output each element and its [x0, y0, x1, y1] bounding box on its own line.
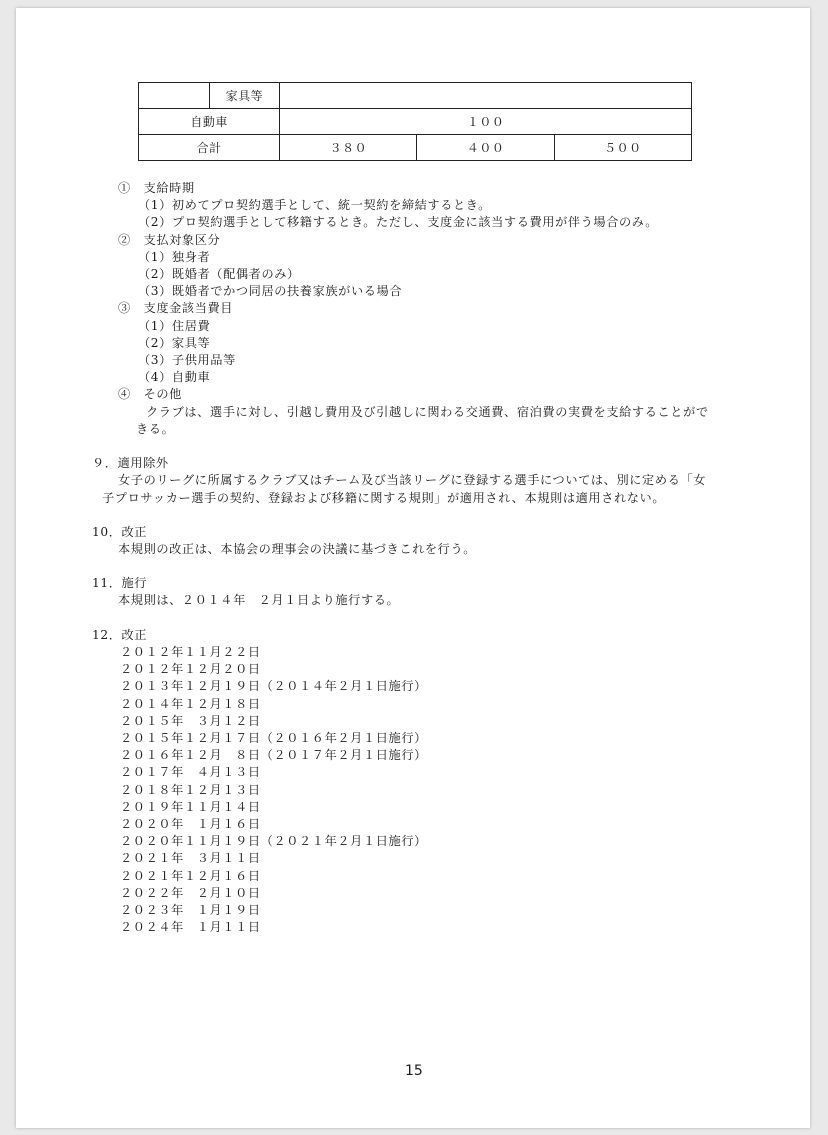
table-cell-empty	[139, 83, 210, 109]
section-heading: 11．施行	[92, 576, 148, 590]
table-row-car	[139, 109, 692, 135]
revision-date: ２０１２年１１月２２日	[120, 645, 261, 659]
revision-date: ２０２３年 １月１９日	[120, 903, 261, 917]
section-heading: 10．改正	[92, 525, 148, 539]
table-cell-furniture-label: 家具等	[209, 83, 280, 109]
table-row-furniture	[139, 83, 692, 109]
section-heading: 12．改正	[92, 628, 148, 642]
list-item: （2）既婚者（配偶者のみ）	[138, 267, 300, 281]
list-item: （1）初めてプロ契約選手として、統一契約を締結するとき。	[138, 198, 491, 212]
revision-date: ２０２１年１２月１６日	[120, 868, 261, 883]
table-cell-total-1: ３８０	[280, 135, 417, 161]
allowance-table	[138, 82, 692, 161]
list-item: （1）住居費	[138, 319, 211, 333]
item-heading: ② 支払対象区分	[118, 233, 221, 247]
revision-date: ２０２４年 １月１１日	[120, 920, 261, 935]
list-item: （4）自動車	[138, 370, 211, 384]
paragraph-line: 本規則は、２０１４年 ２月１日より施行する。	[118, 593, 400, 607]
paragraph-line: 子プロサッカー選手の契約、登録および移籍に関する規則」が適用され、本規則は適用されない。	[102, 491, 666, 505]
revision-date: ２０２２年 ２月１０日	[120, 885, 261, 900]
revision-date: ２０１８年１２月１３日	[120, 782, 261, 797]
section-heading: ９．適用除外	[92, 456, 169, 470]
table-row-total	[139, 135, 692, 161]
document-page	[16, 8, 810, 1128]
revision-date: ２０１７年 ４月１３日	[120, 765, 261, 780]
revision-date: ２０１９年１１月１４日	[120, 799, 261, 814]
revision-date: ２０２０年 １月１６日	[120, 817, 261, 831]
list-item: （3）子供用品等	[138, 353, 236, 367]
revision-date: ２０１４年１２月１８日	[120, 696, 261, 711]
paragraph-line: クラブは、選手に対し、引越し費用及び引越しに関わる交通費、宿泊費の実費を支給することがで	[146, 405, 709, 419]
table-cell-total-label: 合計	[139, 135, 280, 161]
revision-date: ２０１３年１２月１９日（２０１４年２月１日施行）	[120, 679, 427, 694]
revision-date: ２０１６年１２月 ８日（２０１７年２月１日施行）	[120, 748, 427, 763]
page-number: 15	[405, 1063, 423, 1079]
revision-date: ２０１５年 ３月１２日	[120, 713, 261, 728]
table-cell-total-2: ４００	[417, 135, 554, 161]
item-heading: ④ その他	[118, 387, 182, 401]
list-item: （2）プロ契約選手として移籍するとき。ただし、支度金に該当する費用が伴う場合のみ。	[138, 215, 659, 229]
revision-date: ２０２０年１１月１９日（２０２１年２月１日施行）	[120, 834, 427, 849]
table-cell-furniture-value	[280, 83, 692, 109]
paragraph-line: 本規則の改正は、本協会の理事会の決議に基づきこれを行う。	[118, 542, 477, 556]
item-heading: ① 支給時期	[118, 181, 195, 195]
paragraph-line: 女子のリーグに所属するクラブ又はチーム及び当該リーグに登録する選手については、別に定める「女	[118, 473, 706, 487]
list-item: （3）既婚者でかつ同居の扶養家族がいる場合	[138, 284, 403, 298]
paragraph-line: きる。	[136, 422, 175, 436]
revision-date: ２０２１年 ３月１１日	[120, 851, 261, 866]
list-item: （2）家具等	[138, 336, 211, 350]
list-item: （1）独身者	[138, 250, 211, 264]
table-cell-car-label: 自動車	[139, 109, 280, 135]
item-heading: ③ 支度金該当費目	[118, 301, 234, 315]
table-cell-total-3: ５００	[554, 135, 691, 161]
table-cell-car-value: １００	[280, 109, 692, 135]
revision-date: ２０１５年１２月１７日（２０１６年２月１日施行）	[120, 731, 427, 745]
revision-date: ２０１２年１２月２０日	[120, 662, 261, 677]
